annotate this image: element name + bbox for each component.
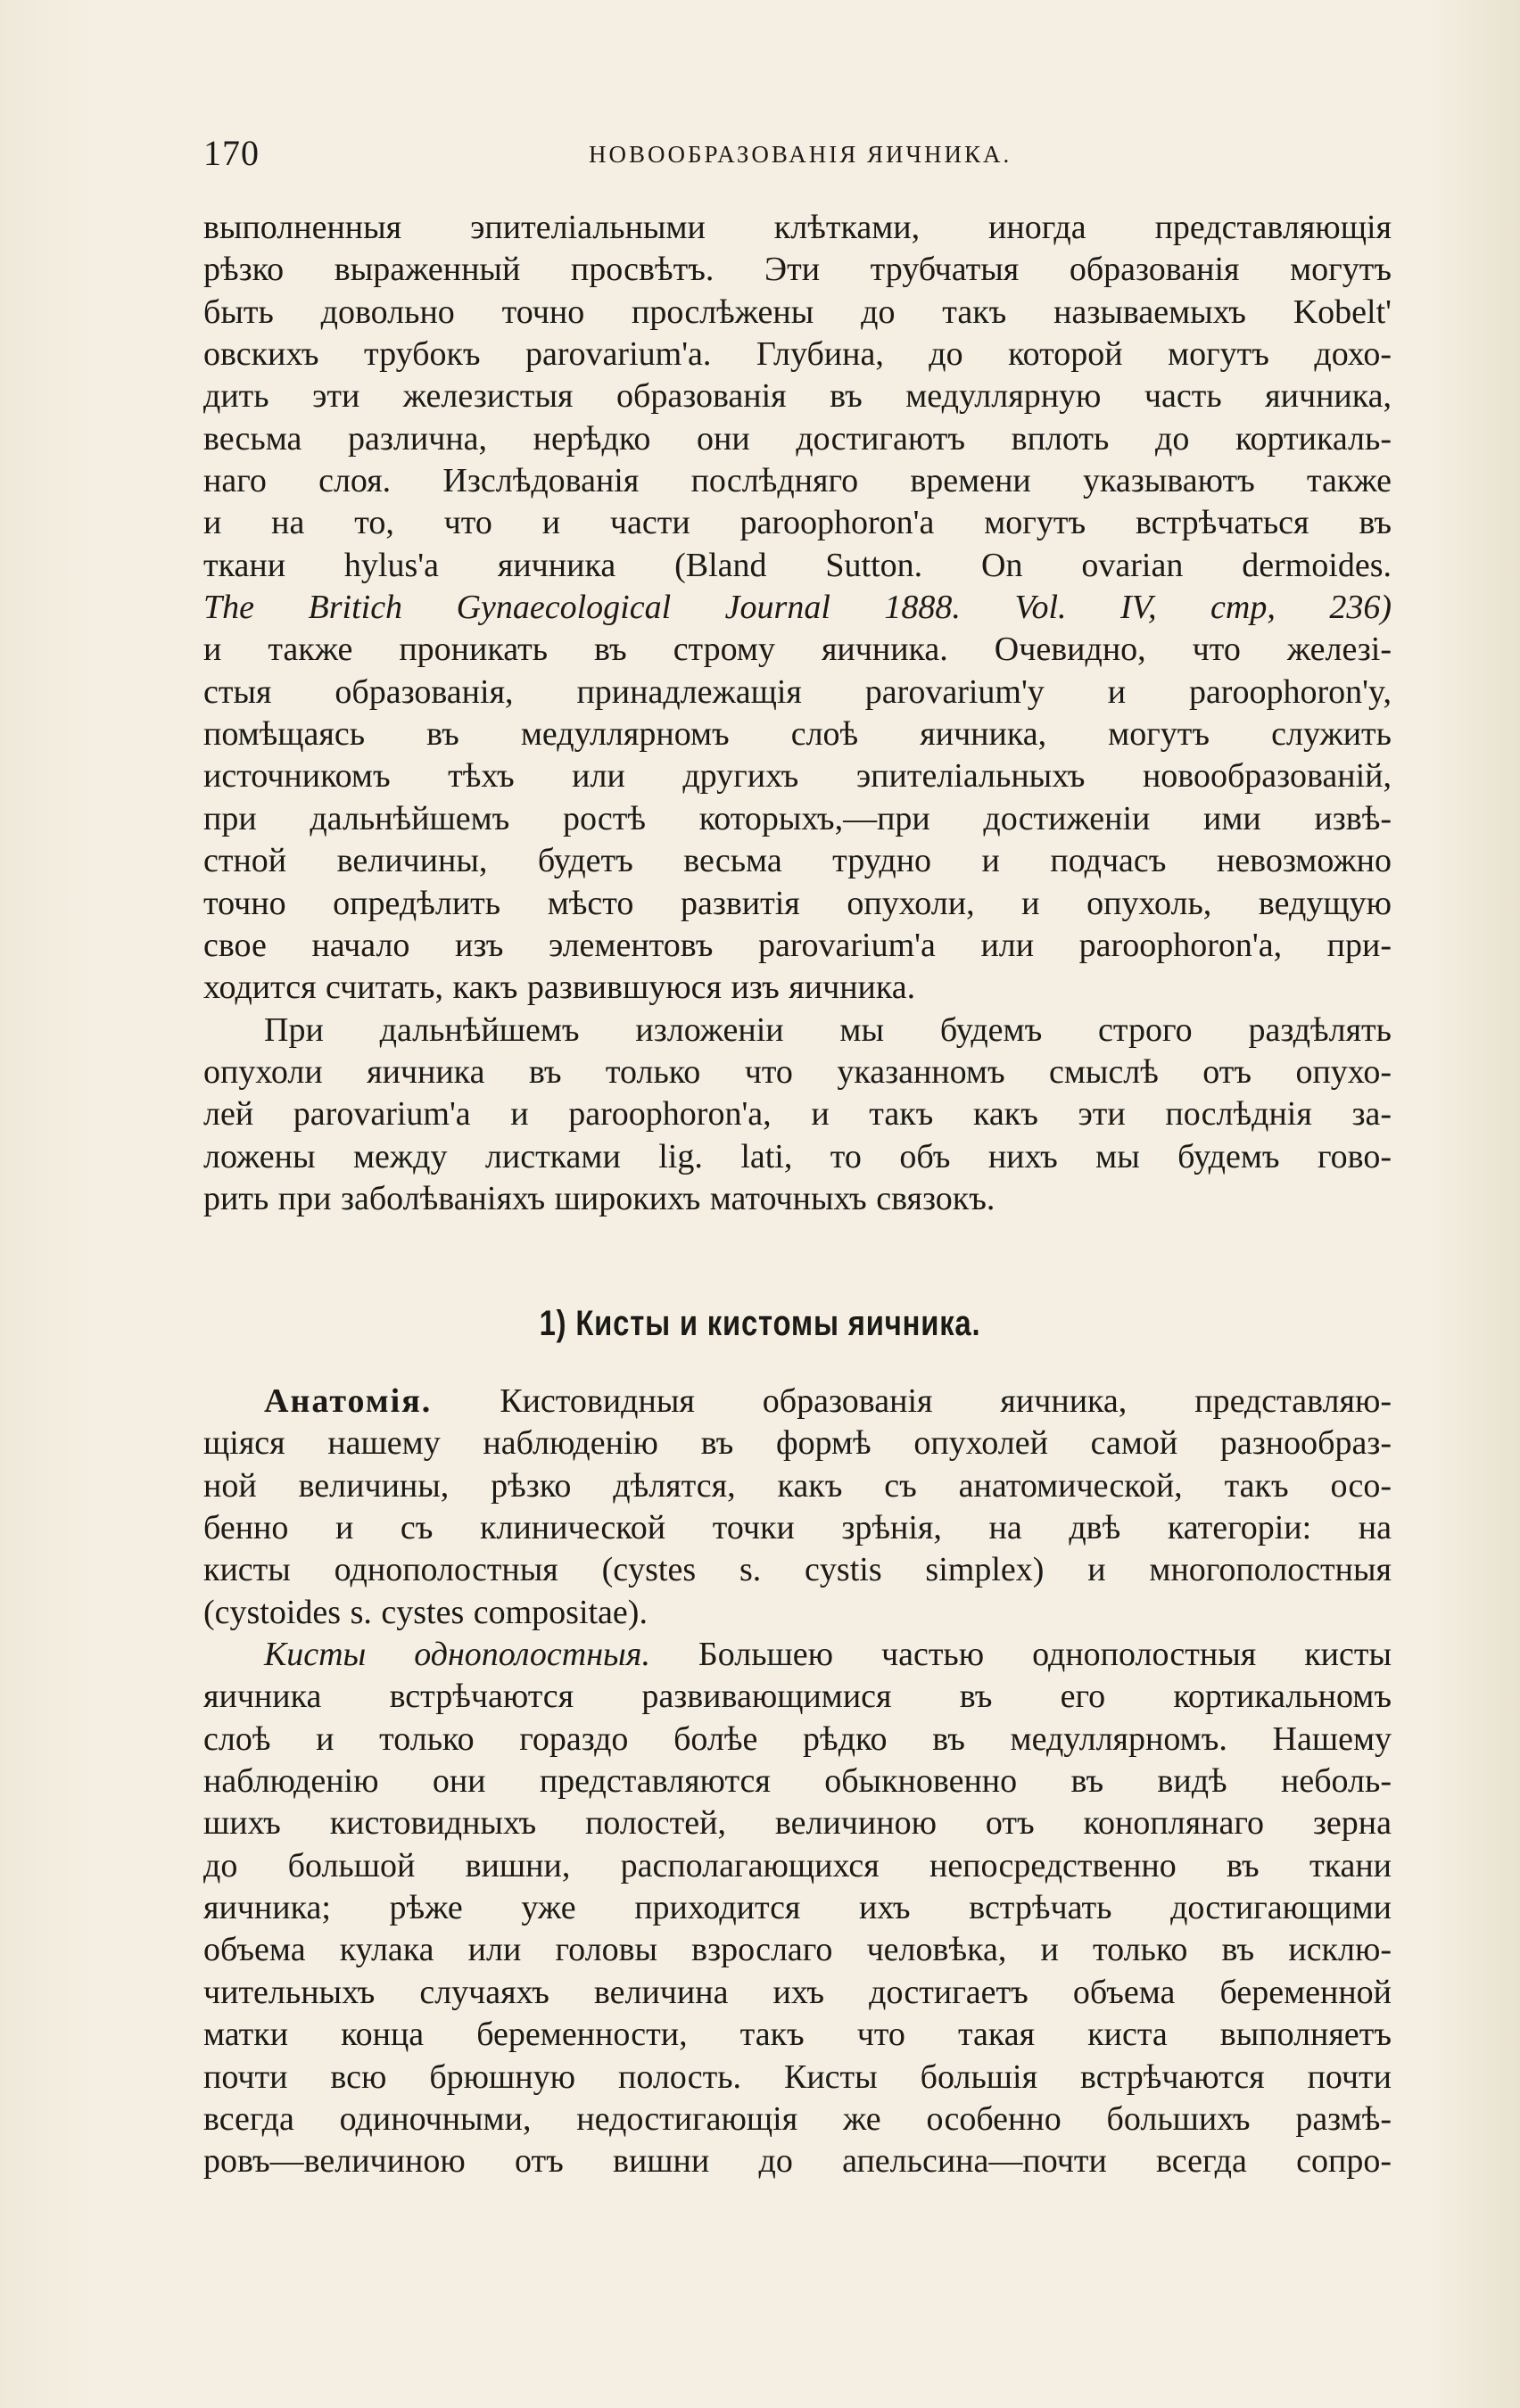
text-line: овскихъ трубокъ parovarium'a. Глубина, до которой могутъ дохо- <box>203 335 1392 374</box>
text-line: ровъ—величиною отъ вишни до апельсина—почти всегда сопро- <box>203 2142 1392 2181</box>
text-line <box>203 1381 1392 1423</box>
text-line: кисты однополостныя (cystes s. cystis simplex) и многополостныя <box>203 1551 1392 1589</box>
text-line: почти всю брюшную полость. Кисты большія встрѣчаются почти <box>203 2058 1392 2096</box>
text-line: объема кулака или головы взрослаго человѣка, и только въ исклю- <box>203 1931 1392 1969</box>
text-line: бенно и съ клинической точки зрѣнія, на двѣ категоріи: на <box>203 1509 1392 1547</box>
text-line: (cystoides s. cystes compositae). <box>203 1593 648 1631</box>
text-line: ткани hylus'a яичника (Bland Sutton. On ovarian dermoides. <box>203 546 1392 584</box>
text-line: чительныхъ случаяхъ величина ихъ достигаетъ объема беременной <box>203 1973 1392 2011</box>
text-line: до большой вишни, располагающихся непосредственно въ ткани <box>203 1846 1392 1884</box>
text-line: ной величины, рѣзко дѣлятся, какъ съ анатомической, такъ осо- <box>203 1466 1392 1505</box>
simple-cysts-label: Кисты однополостныя. <box>264 1636 650 1674</box>
text-line: дить эти железистыя образованія въ медуллярную часть яичника, <box>203 377 1392 416</box>
text-line: весьма различна, нерѣдко они достигаютъ вплоть до кортикаль- <box>203 419 1392 458</box>
anatomy-label: Анатомія. <box>264 1382 433 1420</box>
text-line: помѣщаясь въ медуллярномъ слоѣ яичника, могутъ служить <box>203 715 1392 754</box>
text-fragment: Кистовидныя образованія яичника, представляю- <box>500 1382 1392 1420</box>
text-line: выполненныя эпителіальными клѣтками, иногда представляющія <box>203 209 1392 246</box>
text-line: и также проникать въ строму яичника. Очевидно, что железі- <box>203 631 1392 669</box>
text-line: ложены между листками lig. lati, то объ нихъ мы будемъ гово- <box>203 1137 1392 1175</box>
text-line: рѣзко выраженный просвѣтъ. Эти трубчатыя образованія могутъ <box>203 251 1392 289</box>
text-fragment: Большею частью однополостныя кисты <box>698 1636 1392 1674</box>
paragraph-simple-cysts <box>203 1634 1392 2182</box>
text-line: При дальнѣйшемъ изложеніи мы будемъ строго раздѣлять <box>264 1010 1392 1049</box>
body-text-upper <box>203 207 1392 1220</box>
text-line: шихъ кистовидныхъ полостей, величиною отъ коноплянаго зерна <box>203 1804 1392 1843</box>
section-heading: 1) Кисты и кистомы яичника. <box>539 1304 981 1343</box>
text-line: лей parovarium'a и paroophoron'a, и такъ какъ эти послѣднія за- <box>203 1095 1392 1134</box>
page-header <box>203 132 1363 177</box>
citation-line: The Britich Gynaecological Journal 1888. Vol. IV, стр, 236) <box>203 589 1392 627</box>
text-line: наблюденію они представляются обыкновенно въ видѣ неболь- <box>203 1762 1392 1801</box>
text-line: свое начало изъ элементовъ parovarium'a или paroophoron'a, при- <box>203 926 1392 964</box>
text-line: источникомъ тѣхъ или другихъ эпителіальныхъ новообразованій, <box>203 757 1392 796</box>
text-line: матки конца беременности, такъ что такая киста выполняетъ <box>203 2016 1392 2054</box>
text-line: рить при заболѣваніяхъ широкихъ маточныхъ связокъ. <box>203 1179 995 1217</box>
text-line: щіяся нашему наблюденію въ формѣ опухолей самой разнообраз- <box>203 1424 1392 1463</box>
page-number: 170 <box>203 133 260 173</box>
body-text-lower <box>203 1381 1392 2183</box>
paragraph-2 <box>203 1010 1392 1221</box>
paragraph-1 <box>203 207 1392 1010</box>
running-title: НОВООБРАЗОВАНІЯ ЯИЧНИКА. <box>589 141 1012 168</box>
text-line: всегда одиночными, недостигающія же особенно большихъ размѣ- <box>203 2099 1392 2138</box>
text-line: яичника; рѣже уже приходится ихъ встрѣчать достигающими <box>203 1889 1392 1927</box>
text-line: и на то, что и части paroophoron'a могутъ встрѣчаться въ <box>203 504 1392 542</box>
text-line: стыя образованія, принадлежащія parovarium'y и paroophoron'y, <box>203 672 1392 711</box>
paragraph-anatomy <box>203 1381 1392 1634</box>
text-line: наго слоя. Изслѣдованія послѣдняго времени указываютъ также <box>203 462 1392 500</box>
text-line <box>203 1634 1392 1676</box>
text-line: быть довольно точно прослѣжены до такъ называемыхъ Kobelt' <box>203 293 1392 331</box>
text-line: ходится считать, какъ развившуюся изъ яичника. <box>203 969 916 1007</box>
text-line: стной величины, будетъ весьма трудно и подчасъ невозможно <box>203 842 1392 880</box>
text-line: точно опредѣлить мѣсто развитія опухоли, и опухоль, ведущую <box>203 884 1392 922</box>
text-line: слоѣ и только гораздо болѣе рѣдко въ медуллярномъ. Нашему <box>203 1719 1392 1758</box>
text-line: опухоли яичника въ только что указанномъ смыслѣ отъ опухо- <box>203 1052 1392 1091</box>
text-line: яичника встрѣчаются развивающимися въ его кортикальномъ <box>203 1678 1392 1716</box>
text-line: при дальнѣйшемъ ростѣ которыхъ,—при достиженіи ими извѣ- <box>203 799 1392 837</box>
